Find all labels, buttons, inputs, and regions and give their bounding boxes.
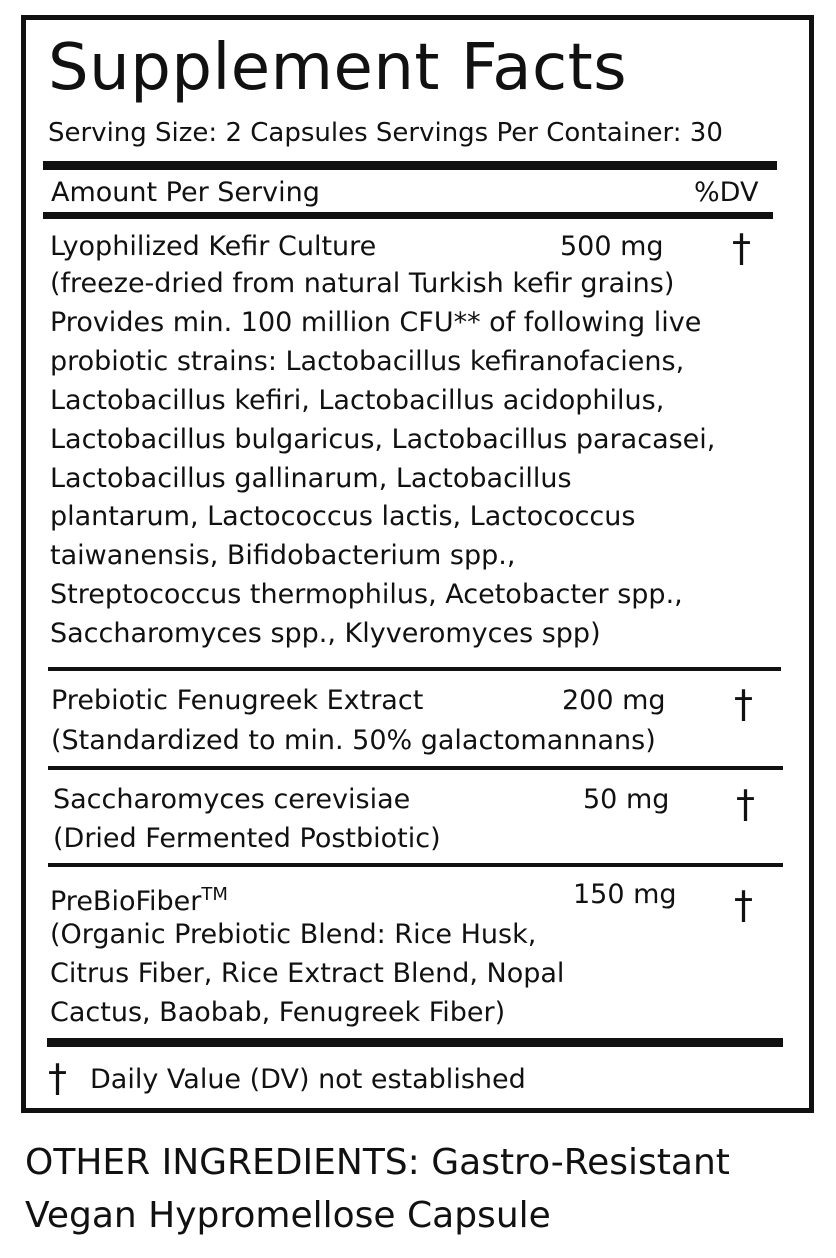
ingredient-name-text: PreBioFiber bbox=[50, 886, 202, 917]
detail-line: (Standardized to min. 50% galactomannans) bbox=[51, 725, 656, 756]
dagger-icon: † bbox=[734, 682, 753, 726]
ingredient-name bbox=[50, 876, 228, 921]
top-thick-rule bbox=[43, 161, 777, 170]
dv-header-label: %DV bbox=[694, 177, 759, 208]
serving-info: Serving Size: 2 Capsules Servings Per Container: 30 bbox=[48, 118, 723, 148]
amount-per-serving-label: Amount Per Serving bbox=[51, 177, 320, 208]
bottom-thick-rule bbox=[47, 1038, 783, 1047]
panel-title: Supplement Facts bbox=[48, 31, 628, 105]
ingredient-amount: 50 mg bbox=[583, 784, 670, 815]
ingredient-details bbox=[51, 722, 656, 761]
ingredient-amount: 200 mg bbox=[562, 685, 666, 716]
footnote-text: Daily Value (DV) not established bbox=[90, 1064, 526, 1095]
other-ingredients: OTHER INGREDIENTS: Gastro-Resistant Vegan Hypromellose Capsule bbox=[25, 1142, 730, 1236]
detail-line: (Dried Fermented Postbiotic) bbox=[53, 823, 441, 854]
ingredient-divider bbox=[48, 667, 781, 671]
ingredient-details bbox=[50, 265, 715, 654]
detail-line: Citrus Fiber, Rice Extract Blend, Nopal bbox=[50, 957, 565, 989]
detail-line: Cactus, Baobab, Fenugreek Fiber) bbox=[50, 996, 506, 1028]
detail-line: probiotic strains: Lactobacillus kefiranofaciens, bbox=[50, 345, 685, 377]
detail-line: (Organic Prebiotic Blend: Rice Husk, bbox=[50, 919, 537, 950]
trademark-mark: TM bbox=[201, 884, 228, 905]
ingredient-divider bbox=[48, 863, 783, 867]
detail-line: plantarum, Lactococcus lactis, Lactococcus bbox=[50, 501, 636, 533]
ingredient-name: Lyophilized Kefir Culture bbox=[50, 231, 377, 262]
detail-line: taiwanensis, Bifidobacterium spp., bbox=[50, 540, 516, 572]
ingredient-name: Saccharomyces cerevisiae bbox=[53, 784, 411, 815]
detail-line: Lactobacillus gallinarum, Lactobacillus bbox=[50, 462, 572, 494]
supplement-facts-panel bbox=[21, 15, 814, 1113]
detail-line: Lactobacillus kefiri, Lactobacillus acidophilus, bbox=[50, 384, 665, 416]
footnote-dagger-icon: † bbox=[48, 1056, 67, 1100]
ingredient-amount: 500 mg bbox=[560, 231, 664, 262]
dagger-icon: † bbox=[734, 883, 753, 927]
dagger-icon: † bbox=[736, 782, 755, 826]
detail-line: Streptococcus thermophilus, Acetobacter spp., bbox=[50, 579, 683, 611]
ingredient-name: Prebiotic Fenugreek Extract bbox=[51, 685, 424, 716]
ingredient-details bbox=[50, 916, 564, 1033]
dagger-icon: † bbox=[732, 226, 751, 270]
detail-line: Saccharomyces spp., Klyveromyces spp) bbox=[50, 618, 601, 650]
detail-line: Lactobacillus bulgaricus, Lactobacillus paracasei, bbox=[50, 423, 716, 455]
ingredient-amount: 150 mg bbox=[573, 879, 677, 910]
header-rule bbox=[43, 212, 773, 219]
detail-line: Provides min. 100 million CFU** of following live bbox=[50, 306, 702, 338]
detail-line: (freeze-dried from natural Turkish kefir grains) bbox=[50, 268, 675, 299]
ingredient-details bbox=[53, 820, 441, 859]
ingredient-divider bbox=[48, 766, 783, 770]
